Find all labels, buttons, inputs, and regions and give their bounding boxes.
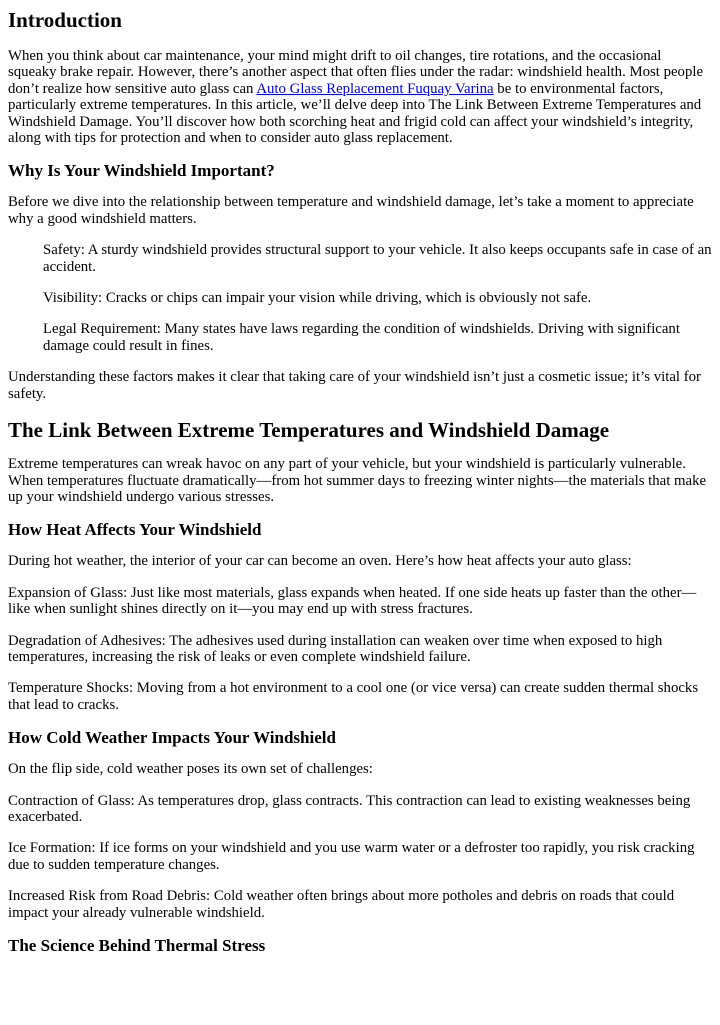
heat-item: Degradation of Adhesives: The adhesives used during installation can weaken over time when exposed to high temperatures, increasing the risk of leaks or even complete windshield failure. [8,632,663,665]
intro-heading: Introduction [8,8,122,32]
article [0,8,720,956]
heat-heading: How Heat Affects Your Windshield [8,520,262,540]
why-reasons-list [43,242,712,354]
intro-text-after-link: be to environmental factors, particularly extreme temperatures. In this article, we’ll delve deep into The Link Between Extreme Temperatures and Windshield Damage. You’ll discover how both scorching heat and frigid cold can affect your windshield’s integrity, along with tips for protection and when to consider auto glass replacement. [8,80,702,147]
cold-item: Ice Formation: If ice forms on your windshield and you use warm water or a defroster too rapidly, you risk cracking due to sudden temperature changes. [8,840,695,873]
main-section-heading: The Link Between Extreme Temperatures and Windshield Damage [8,418,610,443]
cold-item: Contraction of Glass: As temperatures drop, glass contracts. This contraction can lead to existing weaknesses being exacerbated. [8,792,691,825]
cold-lead-paragraph: On the flip side, cold weather poses its own set of challenges: [8,761,373,778]
link-lead-paragraph: Extreme temperatures can wreak havoc on any part of your vehicle, but your windshield is particularly vulnerable. When temperatures fluctuate dramatically—from hot summer days to freezing winter nights—the materials that make up your windshield undergo various stresses. [8,456,707,505]
heat-item: Expansion of Glass: Just like most materials, glass expands when heated. If one side heats up faster than the other—like when sunlight shines directly on it—you may end up with stress fractures. [8,584,697,618]
science-heading: The Science Behind Thermal Stress [8,936,266,955]
heat-item: Temperature Shocks: Moving from a hot environment to a cool one (or vice versa) can create sudden thermal shocks that lead to cracks. [8,680,699,713]
cold-item: Increased Risk from Road Debris: Cold weather often brings about more potholes and debris on roads that could impact your already vulnerable windshield. [8,888,675,921]
why-conclusion-paragraph: Understanding these factors makes it clear that taking care of your windshield isn’t just a cosmetic issue; it’s vital for safety. [8,369,701,402]
intro-text-before-link: When you think about car maintenance, your mind might drift to oil changes, tire rotations, and the occasional squeaky brake repair. However, there’s another aspect that often flies under the radar: windshield health. Most people don’t realize how sensitive auto glass can [8,48,704,97]
why-reason-item: Safety: A sturdy windshield provides structural support to your vehicle. It also keeps occupants safe in case of an accident. [43,242,712,275]
auto-glass-replacement-link[interactable]: Auto Glass Replacement Fuquay Varina [256,80,494,97]
intro-paragraph [8,48,712,146]
why-reason-item: Visibility: Cracks or chips can impair your vision while driving, which is obviously not safe. [43,290,592,307]
why-reason-item: Legal Requirement: Many states have laws regarding the condition of windshields. Driving with significant damage could result in fines. [43,321,680,354]
why-heading: Why Is Your Windshield Important? [8,161,275,181]
why-lead-paragraph: Before we dive into the relationship between temperature and windshield damage, let’s take a moment to appreciate why a good windshield matters. [8,194,694,227]
heat-lead-paragraph: During hot weather, the interior of your car can become an oven. Here’s how heat affects your auto glass: [8,553,632,570]
cold-heading: How Cold Weather Impacts Your Windshield [8,728,336,748]
